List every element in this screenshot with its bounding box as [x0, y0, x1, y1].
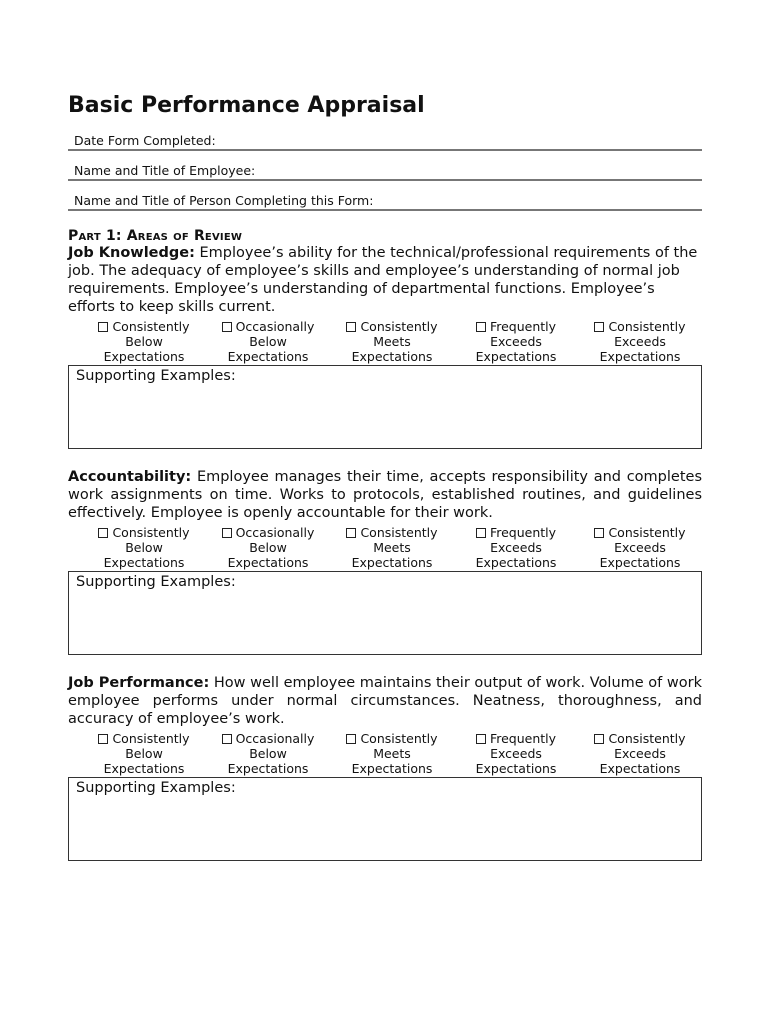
- section-text: Employee’s ability for the technical/professional requirements of the job. The adequacy of employee’s skills and employee’s understanding of normal job requirements. Employee’s understanding of departmental functions. Employee’s efforts to keep skills current.: [68, 245, 698, 315]
- checkbox-icon[interactable]: [476, 528, 486, 538]
- part-heading: Part 1: Areas of Review: [68, 228, 243, 244]
- rating-option[interactable]: Consistently Exceeds Expectations: [578, 525, 702, 570]
- section-name: Job Knowledge:: [68, 245, 195, 261]
- rating-option[interactable]: Occasionally Below Expectations: [206, 731, 330, 776]
- field-label: Date Form Completed:: [74, 133, 216, 148]
- section-job-knowledge: [68, 244, 702, 449]
- checkbox-icon[interactable]: [346, 528, 356, 538]
- rating-option[interactable]: Consistently Exceeds Expectations: [578, 731, 702, 776]
- checkbox-icon[interactable]: [476, 734, 486, 744]
- rating-options: [68, 731, 702, 776]
- supporting-examples-box[interactable]: [68, 571, 702, 655]
- checkbox-icon[interactable]: [594, 528, 604, 538]
- checkbox-icon[interactable]: [222, 322, 232, 332]
- checkbox-icon[interactable]: [98, 528, 108, 538]
- rating-option[interactable]: Consistently Exceeds Expectations: [578, 319, 702, 364]
- rating-options: [68, 525, 702, 570]
- checkbox-icon[interactable]: [98, 322, 108, 332]
- section-name: Job Performance:: [68, 675, 210, 691]
- checkbox-icon[interactable]: [594, 734, 604, 744]
- rating-option[interactable]: Consistently Meets Expectations: [330, 731, 454, 776]
- section-accountability: [68, 468, 702, 655]
- section-name: Accountability:: [68, 469, 192, 485]
- rating-option[interactable]: Consistently Below Expectations: [82, 319, 206, 364]
- supporting-examples-label: Supporting Examples:: [76, 368, 236, 384]
- section-description: [68, 468, 702, 522]
- checkbox-icon[interactable]: [222, 528, 232, 538]
- checkbox-icon[interactable]: [222, 734, 232, 744]
- rating-option[interactable]: Consistently Below Expectations: [82, 525, 206, 570]
- rating-option[interactable]: Frequently Exceeds Expectations: [475, 319, 557, 364]
- employee-name-title-field[interactable]: [68, 163, 702, 181]
- section-text: How well employee maintains their output of work. Volume of work employee performs under normal circumstances. Neatness, thoroughness, and accuracy of employee’s work.: [68, 675, 702, 727]
- completer-name-title-field[interactable]: [68, 193, 702, 211]
- section-description: [68, 244, 702, 316]
- rating-option[interactable]: Occasionally Below Expectations: [206, 319, 330, 364]
- rating-option[interactable]: Consistently Meets Expectations: [330, 319, 454, 364]
- supporting-examples-box[interactable]: [68, 777, 702, 861]
- rating-options: [68, 319, 702, 364]
- supporting-examples-label: Supporting Examples:: [76, 780, 236, 796]
- supporting-examples-box[interactable]: [68, 365, 702, 449]
- date-form-completed-field[interactable]: [68, 133, 702, 151]
- rating-option[interactable]: Consistently Below Expectations: [82, 731, 206, 776]
- field-label: Name and Title of Employee:: [74, 163, 256, 178]
- rating-option[interactable]: Frequently Exceeds Expectations: [475, 731, 557, 776]
- section-job-performance: [68, 674, 702, 861]
- section-description: [68, 674, 702, 728]
- rating-option[interactable]: Frequently Exceeds Expectations: [475, 525, 557, 570]
- field-label: Name and Title of Person Completing this Form:: [74, 193, 374, 208]
- appraisal-form: [68, 92, 702, 861]
- page-title: Basic Performance Appraisal: [68, 93, 425, 118]
- rating-option[interactable]: Occasionally Below Expectations: [206, 525, 330, 570]
- checkbox-icon[interactable]: [476, 322, 486, 332]
- supporting-examples-label: Supporting Examples:: [76, 574, 236, 590]
- checkbox-icon[interactable]: [594, 322, 604, 332]
- checkbox-icon[interactable]: [98, 734, 108, 744]
- rating-option[interactable]: Consistently Meets Expectations: [330, 525, 454, 570]
- checkbox-icon[interactable]: [346, 734, 356, 744]
- section-text: Employee manages their time, accepts responsibility and completes work assignments on time. Works to protocols, established routines, and guidelines effectively. Employee is openly accountable for their work.: [68, 469, 702, 521]
- checkbox-icon[interactable]: [346, 322, 356, 332]
